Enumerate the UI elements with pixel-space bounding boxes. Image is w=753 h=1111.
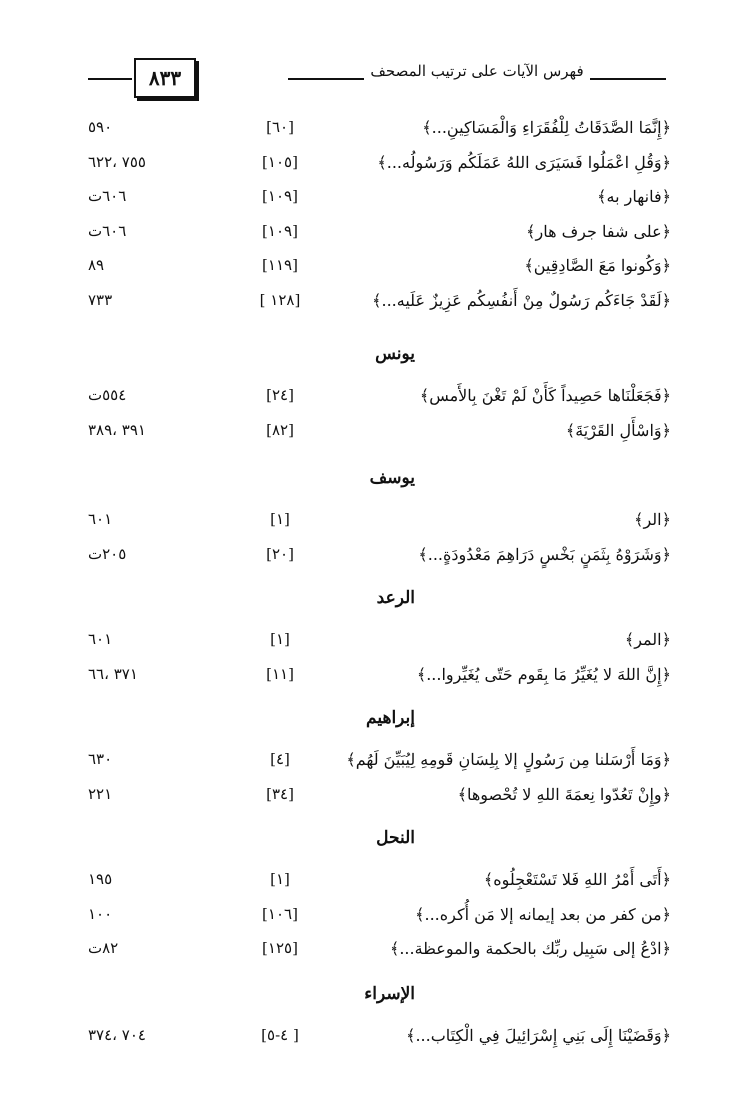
verse-text: ﴿على شفا جرف هار﴾ [526,221,671,241]
page-refs: ٦٠٦ت [88,221,127,240]
index-row [0,905,753,940]
page-refs: ٧٠٤ ،٣٧٤ [88,1026,146,1044]
index-row [0,187,753,222]
surah-heading [0,810,753,870]
surah-title: النحل [376,828,415,848]
verse-number: [٤] [270,750,290,768]
verse-text: ﴿إِنَّ اللهَ لا يُغَيِّرُ مَا بِقَوم حَتّى يُغَيِّروا...﴾ [416,664,671,684]
verse-number: [٢٤] [266,386,294,404]
surah-heading [0,326,753,386]
page-number: ٨٣٣ [134,58,196,98]
page-refs: ٨٢ت [88,939,119,957]
page-refs: ١٠٠ [88,904,113,923]
page-header [88,56,666,102]
verse-number: [١٠٩] [262,187,298,205]
index-row [0,256,753,291]
verse-number: [١٢٥] [262,939,298,957]
verse-number: [٦٠] [266,118,294,136]
index-row [0,630,753,665]
verse-number: [٨٢] [266,420,294,439]
page-refs: ٥٩٠ [88,118,113,136]
surah-heading [0,570,753,630]
index-row [0,510,753,545]
page-refs: ٧٣٣ [88,290,113,309]
verse-text: ﴿إِنَّمَا الصَّدَقَاتُ لِلْفُقَرَاءِ وَالْمَسَاكِينِ...﴾ [422,118,671,137]
verse-text: ﴿ادْعُ إلى سَبِيل ربِّك بالحكمة والموعظة...﴾ [389,939,671,958]
section-raad [0,570,753,699]
index-row [0,750,753,785]
section-isra [0,966,753,1061]
page-refs: ٦٠١ [88,510,113,528]
page-refs: ٢٢١ [88,784,113,803]
section-yusuf [0,450,753,579]
page-refs: ٥٥٤ت [88,386,127,404]
verse-number: [١٠٥] [262,152,298,171]
section-nahl [0,810,753,974]
verse-number: [١] [270,510,290,528]
surah-heading [0,690,753,750]
page-refs: ٢٠٥ت [88,544,127,563]
index-row [0,386,753,421]
verse-text: ﴿المر﴾ [624,630,671,649]
verse-number: [ ٤-٥] [261,1026,299,1044]
index-row [0,222,753,257]
surah-title: يونس [375,344,415,364]
section-yunus [0,326,753,455]
verse-text: ﴿وَاسْأَلِ القَرْيَةَ﴾ [565,420,671,440]
verse-text: ﴿فانهار به﴾ [597,187,671,206]
surah-title: إبراهيم [366,708,415,728]
verse-number: [١١] [266,664,294,683]
page-refs: ٣٧١ ،٦٦ [88,664,138,683]
verse-number: [١] [270,870,290,888]
verse-number: [١١٩] [262,256,298,274]
header-rule-left [88,78,132,80]
index-row [0,1026,753,1061]
surah-heading [0,966,753,1026]
verse-text: ﴿وَقُلِ اعْمَلُوا فَسَيَرَى اللهُ عَمَلَكُم وَرَسُولُه...﴾ [377,152,671,172]
verse-text: ﴿وَشَرَوْهُ بِثَمَنٍ بَخْسٍ دَرَاهِمَ مَعْدُودَةٍ...﴾ [418,544,671,564]
verse-text: ﴿من كفر من بعد إيمانه إلا مَن أُكره...﴾ [415,904,671,924]
page-refs: ٦٠٦ت [88,187,127,205]
verse-text: ﴿أَتَى أَمْرُ اللهِ فَلا تَسْتَعْجِلُوه﴾ [483,870,671,889]
verse-text: ﴿الر﴾ [634,510,671,529]
verse-number: [١] [270,630,290,648]
header-title: فهرس الآيات على ترتيب المصحف [288,62,666,80]
verse-number: [٣٤] [266,784,294,803]
index-row [0,870,753,905]
verse-text: ﴿فَجَعَلْنَاها حَصِيداً كَأَنْ لَمْ تَغْنَ بِالأَمس﴾ [419,386,671,405]
page-refs: ٦٣٠ [88,750,113,768]
verse-number: [١٠٦] [262,904,298,923]
verse-text: ﴿لَقَدْ جَاءَكُم رَسُولٌ مِنْ أَنفُسِكُم عَزِيزٌ عَلَيه...﴾ [372,290,671,310]
page-refs: ٦٠١ [88,630,113,648]
index-row [0,153,753,188]
surah-heading [0,450,753,510]
verse-text: ﴿وَقَضَيْنَا إِلَى بَنِي إِسْرَائِيلَ فِي الْكِتَاب...﴾ [406,1026,671,1045]
index-row [0,291,753,326]
page-refs: ٧٥٥ ،٦٢٢ [88,152,146,171]
verse-text: ﴿وَكُونوا مَعَ الصَّادِقِين﴾ [524,256,671,275]
surah-title: الإسراء [364,984,415,1004]
verse-number: [١٠٩] [262,221,298,240]
page-refs: ٣٩١ ،٣٨٩ [88,420,146,439]
index-row [0,118,753,153]
page-refs: ٨٩ [88,256,105,274]
verse-text: ﴿وإِنْ تَعُدّوا نِعمَةَ اللهِ لا تُحْصوها﴾ [457,784,671,804]
verse-number: [٢٠] [266,544,294,563]
verse-text: ﴿وَمَا أَرْسَلنا مِن رَسُولٍ إلا بِلِسَانِ قَومِهِ لِيُبَيِّنَ لَهُم﴾ [346,750,671,769]
section-ibrahim [0,690,753,819]
page-refs: ١٩٥ [88,870,113,888]
section-continued [0,118,753,325]
surah-title: الرعد [376,588,415,608]
verse-number: [١٢٨ ] [259,290,301,309]
surah-title: يوسف [369,468,415,488]
